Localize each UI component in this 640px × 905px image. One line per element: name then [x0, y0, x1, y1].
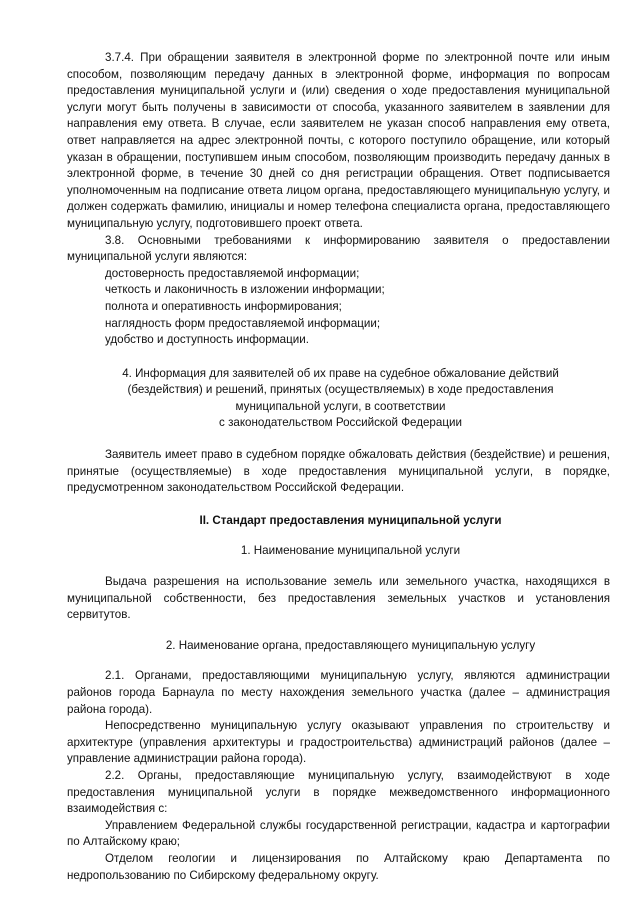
requirements-list	[67, 266, 610, 349]
heading-line: с законодательством Российской Федерации	[219, 416, 462, 430]
list-item: наглядность форм предоставляемой информации;	[105, 316, 381, 330]
list-item: достоверность предоставляемой информации;	[105, 266, 360, 280]
paragraph-appeal: Заявитель имеет право в судебном порядке обжаловать действия (бездействие) и решения, принятые (осуществляемые) в ходе предоставления муниципальной услуги, в порядке, предусмотренном законодательством Российской Федерации.	[67, 448, 610, 495]
list-item: полнота и оперативность информирования;	[105, 299, 342, 313]
document-page	[67, 50, 610, 884]
list-item: четкость и лаконичность в изложении информации;	[105, 283, 385, 297]
paragraph-direct-provision: Непосредственно муниципальную услугу оказывают управления по строительству и архитектуре (управления архитектуры и градостроительства) администраций районов (далее – управление администрации района города).	[67, 719, 610, 766]
paragraph-geology: Отделом геологии и лицензирования по Алтайскому краю Департамента по недропользованию по Сибирскому федеральному округу.	[67, 851, 610, 882]
paragraph-service-name: Выдача разрешения на использование земель или земельного участка, находящихся в муниципальной собственности, без предоставления земельных участков и установления сервитутов.	[67, 575, 610, 622]
heading-line: муниципальной услуги, в соответствии	[235, 399, 446, 413]
subheading-authority: 2. Наименование органа, предоставляющего муниципальную услугу	[165, 638, 536, 652]
paragraph-2-2: 2.2. Органы, предоставляющие муниципальную услугу, взаимодействуют в ходе предоставления муниципальной услуги в порядке межведомственного информационного взаимодействия с:	[67, 768, 610, 816]
heading-line: 4. Информация для заявителей об их праве на судебное обжалование действий	[122, 366, 559, 380]
heading-line: (бездействия) и решений, принятых (осуществляемых) в ходе предоставления	[127, 383, 554, 397]
paragraph-3-8: 3.8. Основными требованиями к информированию заявителя о предоставлении муниципальной услуги являются:	[67, 233, 610, 264]
section-title-standard: II. Стандарт предоставления муниципальной услуги	[199, 513, 502, 527]
subheading-service-name: 1. Наименование муниципальной услуги	[240, 544, 461, 558]
paragraph-rosreestr: Управлением Федеральной службы государственной регистрации, кадастра и картографии по Алтайскому краю;	[67, 818, 610, 849]
paragraph-3-7-4: 3.7.4. При обращении заявителя в электронной форме по электронной почте или иным способом, позволяющим передачу данных в электронной форме, информация по вопросам предоставления муниципальной услуги и (или) сведения о ходе предоставления муниципальной услуги могут быть получены в зависимости от способа, указанного заявителем в заявлении для направления ему ответа. В случае, если заявителем не указан способ направления ему ответа, ответ направляется на адрес электронной почты, с которого поступило обращение, или который указан в обращении, поступившем иным способом, позволяющим производить передачу данных в электронной форме, в течение 30 дней со дня регистрации обращения. Ответ подписывается уполномоченным на подписание ответа лицом органа, предоставляющего муниципальную услугу, и должен содержать фамилию, инициалы и номер телефона специалиста органа, предоставляющего муниципальную услугу, подготовившего проект ответа.	[67, 51, 610, 230]
list-item: удобство и доступность информации.	[105, 333, 309, 347]
heading-section-4	[67, 366, 610, 432]
paragraph-2-1: 2.1. Органами, предоставляющими муниципальную услугу, являются администрации районов города Барнаула по месту нахождения земельного участка (далее – администрация района города).	[67, 669, 610, 716]
